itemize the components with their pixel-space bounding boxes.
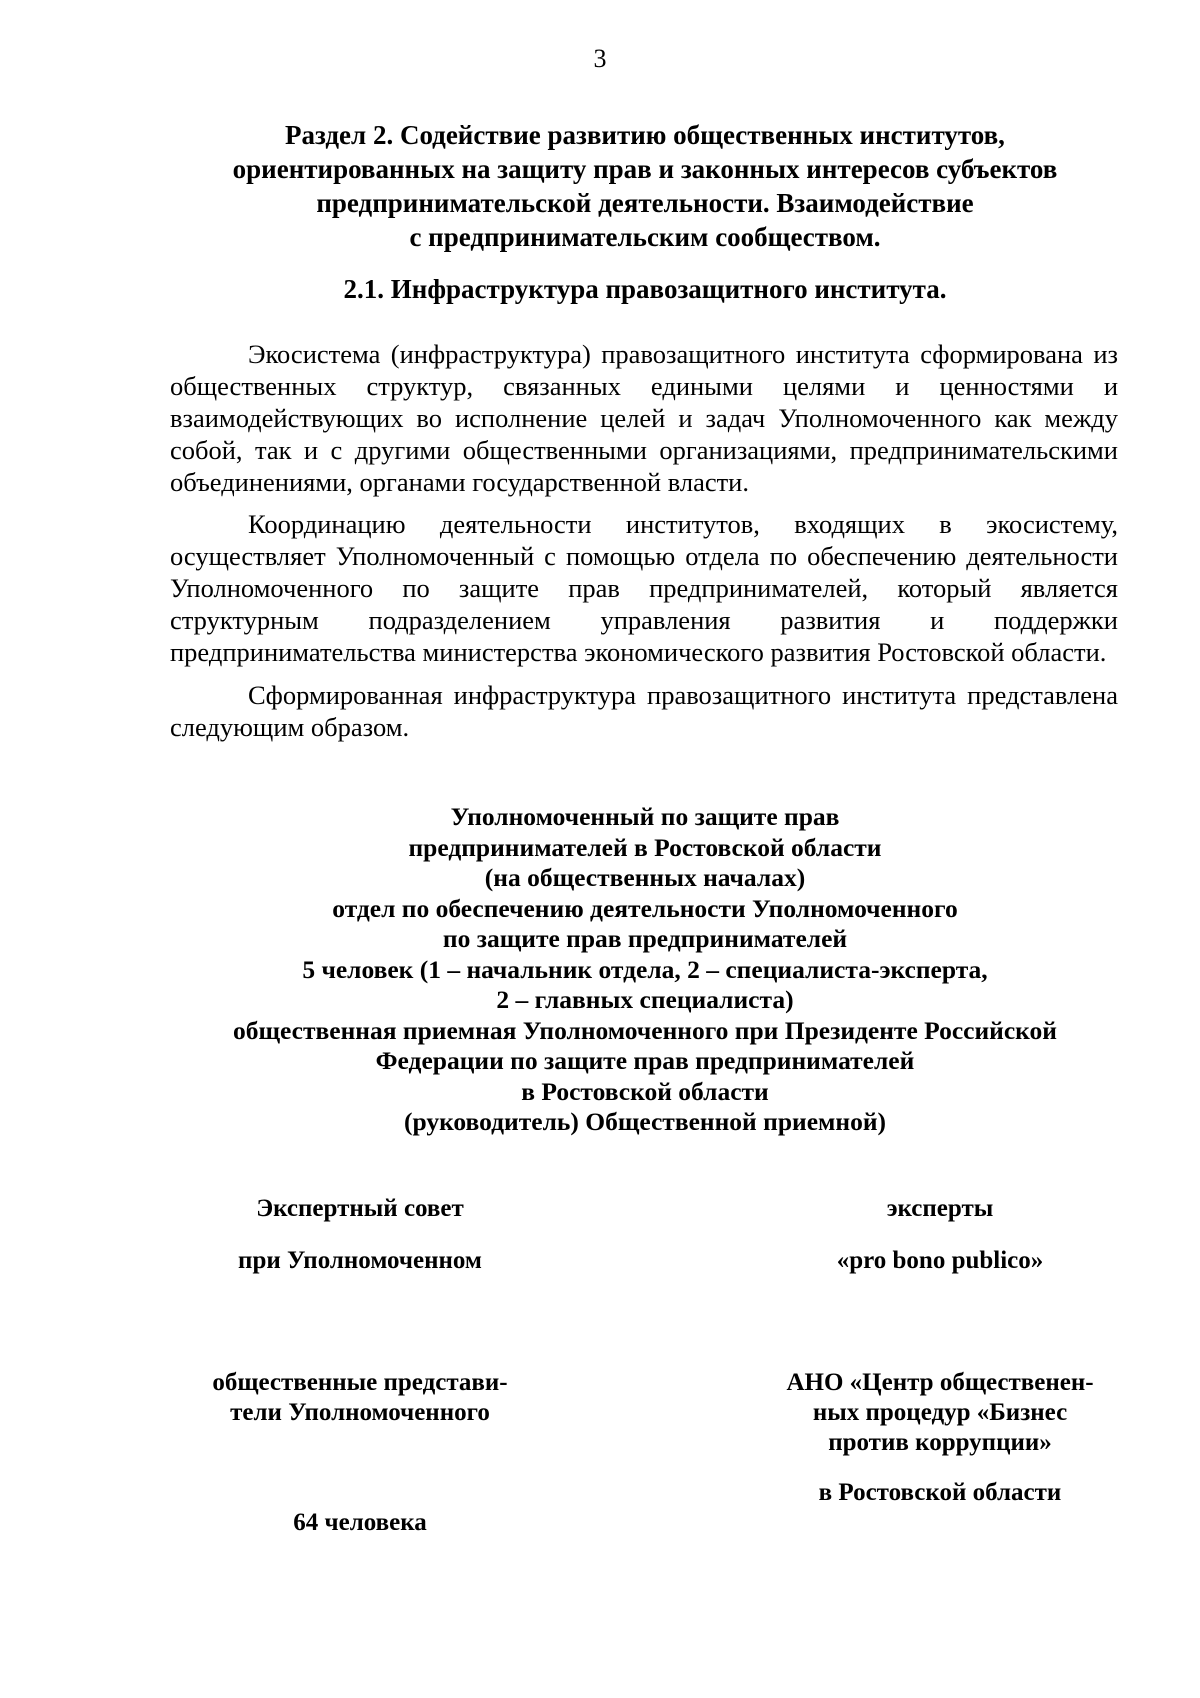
public-representatives-title: [150, 1368, 570, 1428]
experts-subtitle: «pro bono publico»: [836, 1247, 1044, 1274]
expert-council-subtitle: при Уполномоченном: [238, 1247, 482, 1274]
section-heading: [150, 118, 1140, 254]
org-main-line: в Ростовской области: [521, 1076, 769, 1106]
section-heading-line: с предпринимательским сообществом.: [409, 222, 881, 252]
org-main-line: 2 – главных специалиста): [496, 985, 794, 1014]
ano-center-title: [730, 1368, 1150, 1458]
public-representatives-count: 64 человека: [293, 1509, 427, 1536]
ano-center-line: ных процедур «Бизнес: [812, 1399, 1068, 1426]
org-chart-main-block: [150, 802, 1140, 1138]
section-heading-line: предпринимательской деятельности. Взаимодействие: [316, 188, 974, 218]
experts-title: эксперты: [886, 1195, 994, 1222]
org-main-line: по защите прав предпринимателей: [442, 924, 848, 953]
page-number: 3: [593, 44, 607, 73]
expert-council-title: Экспертный совет: [256, 1195, 464, 1222]
org-main-line: предпринимателей в Ростовской области: [408, 832, 882, 862]
org-main-line: (на общественных началах): [484, 863, 806, 892]
org-main-line: 5 человек (1 – начальник отдела, 2 – специалиста-эксперта,: [302, 954, 988, 984]
ano-center-region: в Ростовской области: [818, 1479, 1062, 1506]
section-heading-line: Раздел 2. Содействие развитию общественных институтов,: [285, 120, 1005, 150]
subsection-heading: 2.1. Инфраструктура правозащитного института.: [343, 274, 947, 304]
ano-center-line: против коррупции»: [828, 1429, 1052, 1456]
public-representatives-line: общественные представи-: [212, 1369, 508, 1396]
org-main-line: общественная приемная Уполномоченного при Президенте Российской: [233, 1015, 1057, 1045]
public-representatives-line: тели Уполномоченного: [230, 1399, 490, 1426]
ano-center-line: АНО «Центр общественен-: [786, 1369, 1094, 1396]
paragraph-infrastructure-intro: Сформированная инфраструктура правозащитного института представлена следующим образом.: [170, 680, 1118, 742]
org-main-line: (руководитель) Общественной приемной): [403, 1107, 887, 1136]
org-main-line: Уполномоченный по защите прав: [450, 802, 840, 831]
org-main-line: отдел по обеспечению деятельности Уполномоченного: [332, 893, 958, 923]
org-main-line: Федерации по защите прав предпринимателей: [375, 1046, 915, 1075]
paragraph-ecosystem: Экосистема (инфраструктура) правозащитного института сформирована из общественных структур, связанных едиными целями и ценностями и взаимодействующих во исполнение целей и задач Уполномоченного как между собой, так и с другими общественными организациями, предпринимательскими объединениями, органами государственной власти.: [170, 339, 1118, 497]
section-heading-line: ориентированных на защиту прав и законных интересов субъектов: [232, 154, 1058, 184]
paragraph-coordination: Координацию деятельности институтов, входящих в экосистему, осуществляет Уполномоченный с помощью отдела по обеспечению деятельности Уполномоченного по защите прав предпринимателей, который является структурным подразделением управления развития и поддержки предпринимательства министерства экономического развития Ростовской области.: [170, 509, 1118, 667]
